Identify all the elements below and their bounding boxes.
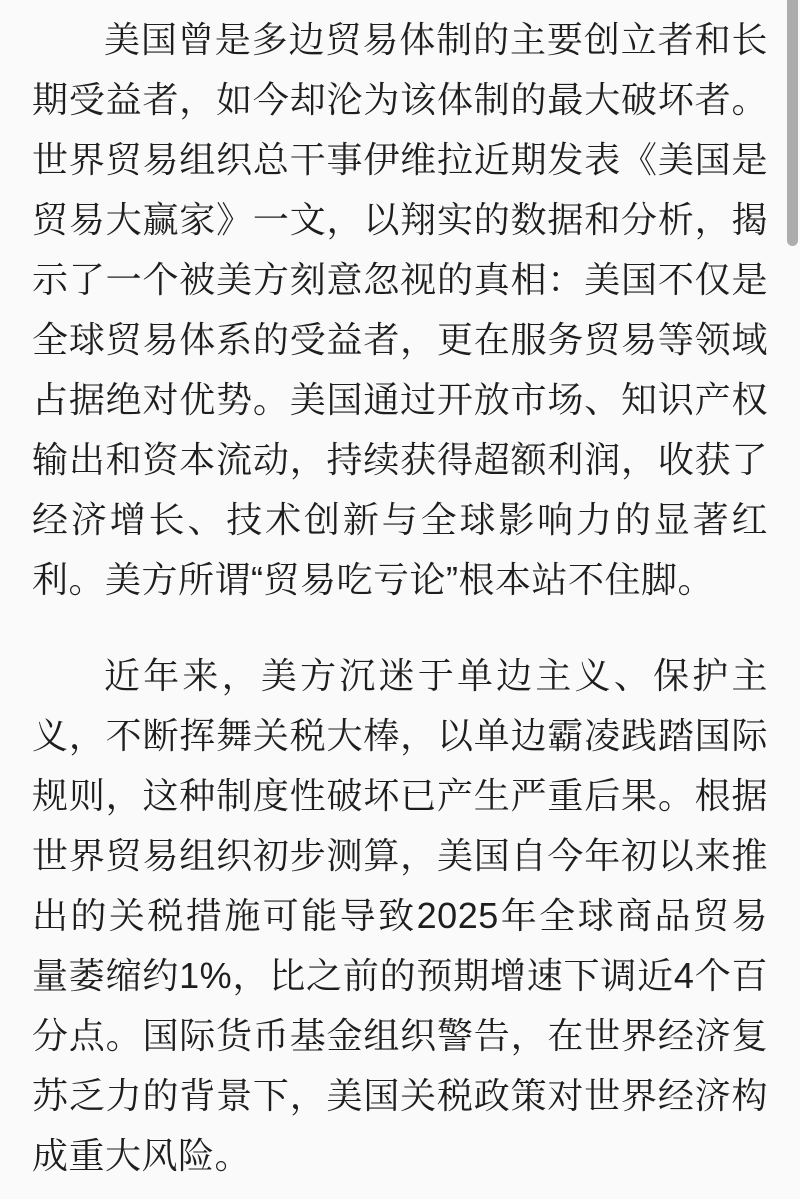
article-paragraph-1: 美国曾是多边贸易体制的主要创立者和长期受益者，如今却沦为该体制的最大破坏者。世界贸易组织总干事伊维拉近期发表《美国是贸易大赢家》一文，以翔实的数据和分析，揭示了一个被美方刻意忽视的真相：美国不仅是全球贸易体系的受益者，更在服务贸易等领域占据绝对优势。美国通过开放市场、知识产权输出和资本流动，持续获得超额利润，收获了经济增长、技术创新与全球影响力的显著红利。美方所谓“贸易吃亏论”根本站不住脚。 — [32, 19, 768, 600]
scrollbar-thumb[interactable] — [787, 0, 798, 246]
article-paragraph-2: 近年来，美方沉迷于单边主义、保护主义，不断挥舞关税大棒，以单边霸凌践踏国际规则，这种制度性破坏已产生严重后果。根据世界贸易组织初步测算，美国自今年初以来推出的关税措施可能导致2025年全球商品贸易量萎缩约1%，比之前的预期增速下调近4个百分点。国际货币基金组织警告，在世界经济复苏乏力的背景下，美国关税政策对世界经济构成重大风险。 — [32, 655, 768, 1176]
